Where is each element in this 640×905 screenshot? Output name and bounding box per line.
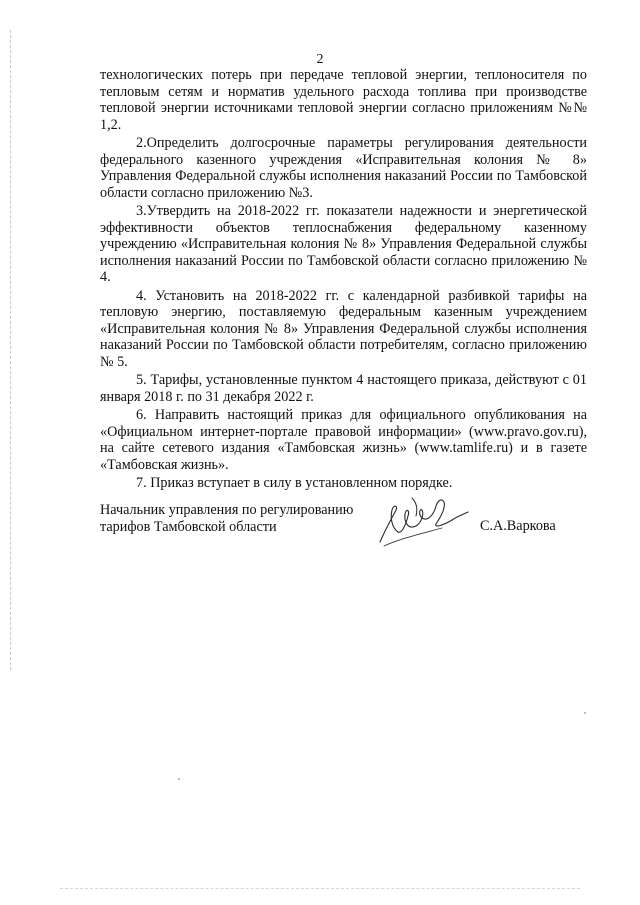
signatory-title — [100, 502, 370, 535]
paragraph-6: 6. Направить настоящий приказ для официального опубликования на «Официальном интернет-портале правовой информации» (www.pravo.gov.ru), на сайте сетевого издания «Тамбовская жизнь» (www.tamlife.ru) и в газете «Тамбовская жизнь». — [100, 407, 587, 473]
signatory-name: С.А.Варкова — [480, 518, 556, 534]
paragraph-1-continuation: технологических потерь при передаче тепловой энергии, теплоносителя по тепловым сетям и норматив удельного расхода топлива при производстве тепловой энергии источниками тепловой энергии согласно приложениям №№ 1,2. — [100, 67, 587, 133]
scan-speck — [584, 712, 586, 714]
paragraph-5: 5. Тарифы, установленные пунктом 4 настоящего приказа, действуют с 01 января 2018 г. по 31 декабря 2022 г. — [100, 372, 587, 405]
page-number: 2 — [316, 52, 324, 67]
paragraph-3: 3.Утвердить на 2018-2022 гг. показатели надежности и энергетической эффективности объектов теплоснабжения федеральному казенному учреждению «Исправительная колония № 8» Управления Федеральной службы исполнения наказаний России по Тамбовской области согласно приложению № 4. — [100, 203, 587, 285]
paragraph-7: 7. Приказ вступает в силу в установленном порядке. — [136, 475, 453, 491]
handwritten-signature-icon — [372, 488, 472, 550]
scan-speck — [178, 778, 180, 780]
signatory-title-line-2: тарифов Тамбовской области — [100, 518, 277, 535]
scan-edge-line — [10, 30, 12, 670]
paragraph-2: 2.Определить долгосрочные параметры регулирования деятельности федерального казенного учреждения «Исправительная колония № 8» Управления Федеральной службы исполнения наказаний России по Тамбовской области согласно приложению №3. — [100, 135, 587, 201]
signatory-title-line-1: Начальник управления по регулированию — [100, 502, 354, 518]
scan-footer-marks — [60, 888, 580, 893]
paragraph-4: 4. Установить на 2018-2022 гг. с календарной разбивкой тарифы на тепловую энергию, поставляемую федеральным казенным учреждением «Исправительная колония № 8» Управления Федеральной службы исполнения наказаний России по Тамбовской области потребителям, согласно приложению № 5. — [100, 287, 587, 370]
document-body — [100, 67, 587, 494]
